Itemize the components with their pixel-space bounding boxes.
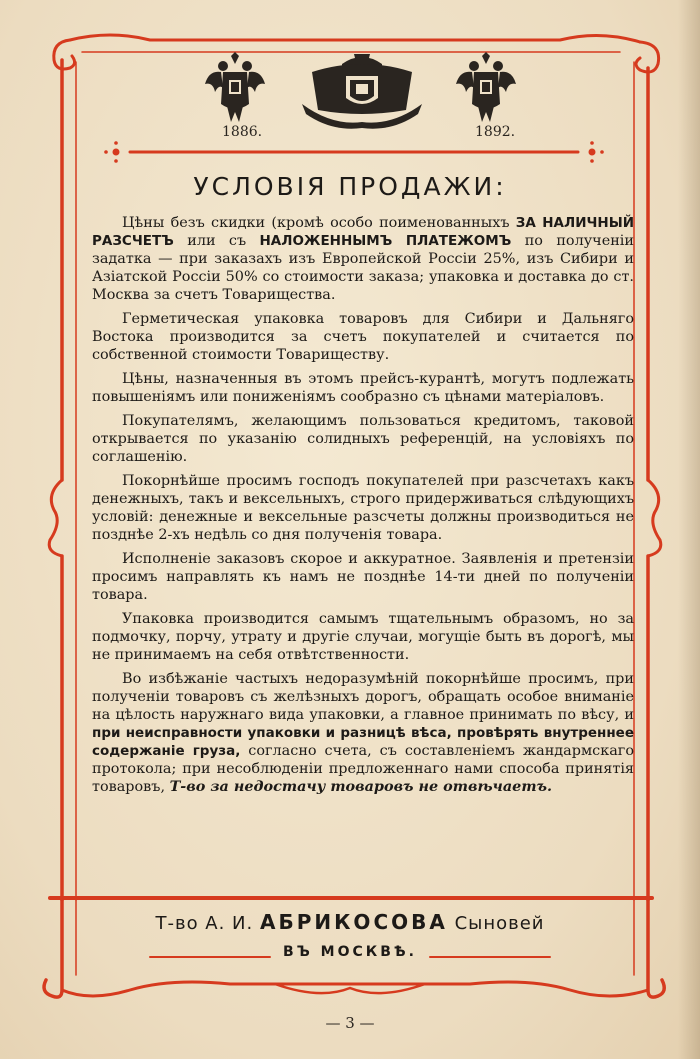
year-left: 1886. (222, 124, 263, 140)
terms-paragraph: Герметическая упаковка товаровъ для Сибири и Дальняго Востока производится за счетъ покупателей и считается по собственной стоимости Товариществу. (92, 311, 634, 363)
terms-paragraph: Цѣны безъ скидки (кромѣ особо поименованныхъ ЗА НАЛИЧНЫЙ РАЗСЧЕТЪ или съ НАЛОЖЕННЫМЪ ПЛАТЕЖОМЪ по полученіи задатка — при заказахъ изъ Европейской Россіи 25%, изъ Сибири и Азіатской Россіи 50% со стоимости заказа; упаковка и доставка до ст. Москва за счетъ Товарищества. (92, 215, 635, 303)
terms-paragraph: Покупателямъ, желающимъ пользоваться кредитомъ, таковой открывается по указанію солидныхъ референцій, на условіяхъ по соглашенію. (92, 413, 634, 465)
firm-city: ВЪ МОСКВѢ. (282, 944, 417, 960)
terms-paragraph: Во избѣжаніе частыхъ недоразумѣній покорнѣйше просимъ, при полученіи товаровъ съ желѣзныхъ дорогъ, обращать особое вниманіе на цѣлость наружнаго вида упаковки, а главное принимать по вѣсу, и при неисправности упаковки и разницѣ вѣса, провѣрять внутреннее содержаніе груза, согласно счета, съ составленіемъ жандармскаго протокола; при несоблюденіи предложеннаго нами способа принятія товаровъ, Т-во за недостачу товаровъ не отвѣчаетъ. (92, 671, 634, 795)
page-title: УСЛОВІЯ ПРОДАЖИ: (193, 172, 507, 201)
royal-coat-of-arms-icon (302, 52, 422, 132)
terms-paragraph: Цѣны, назначенныя въ этомъ прейсъ-курантѣ, могутъ подлежать повышеніямъ или пониженіямъ сообразно съ цѣнами матеріаловъ. (92, 371, 634, 405)
year-right: 1892. (475, 124, 516, 140)
page-number: — 3 — (325, 1014, 375, 1032)
double-headed-eagle-icon (205, 52, 265, 124)
terms-body (92, 214, 634, 802)
terms-paragraph: Упаковка производится самымъ тщательнымъ образомъ, но за подмочку, порчу, утрату и другіе случаи, могущіе быть въ дорогѣ, мы не принимаемъ на себя отвѣтственности. (92, 611, 634, 663)
liability-notice: Т-во за недостачу товаровъ не отвѣчаетъ. (169, 778, 553, 795)
terms-paragraph: Покорнѣйше просимъ господъ покупателей при разсчетахъ какъ денежныхъ, такъ и вексельныхъ, строго придерживаться слѣдующихъ условій: денежные и вексельные разсчеты должны производиться не позднѣе 2-хъ недѣль со дня полученія товара. (92, 473, 634, 543)
firm-name: Т-во А. И. АБРИКОСОВА Сыновей (155, 910, 545, 934)
double-headed-eagle-icon (456, 52, 516, 124)
terms-paragraph: Исполненіе заказовъ скорое и аккуратное. Заявленія и претензіи просимъ направлять къ намъ не позднѣе 14-ти дней по полученіи товара. (92, 551, 634, 603)
